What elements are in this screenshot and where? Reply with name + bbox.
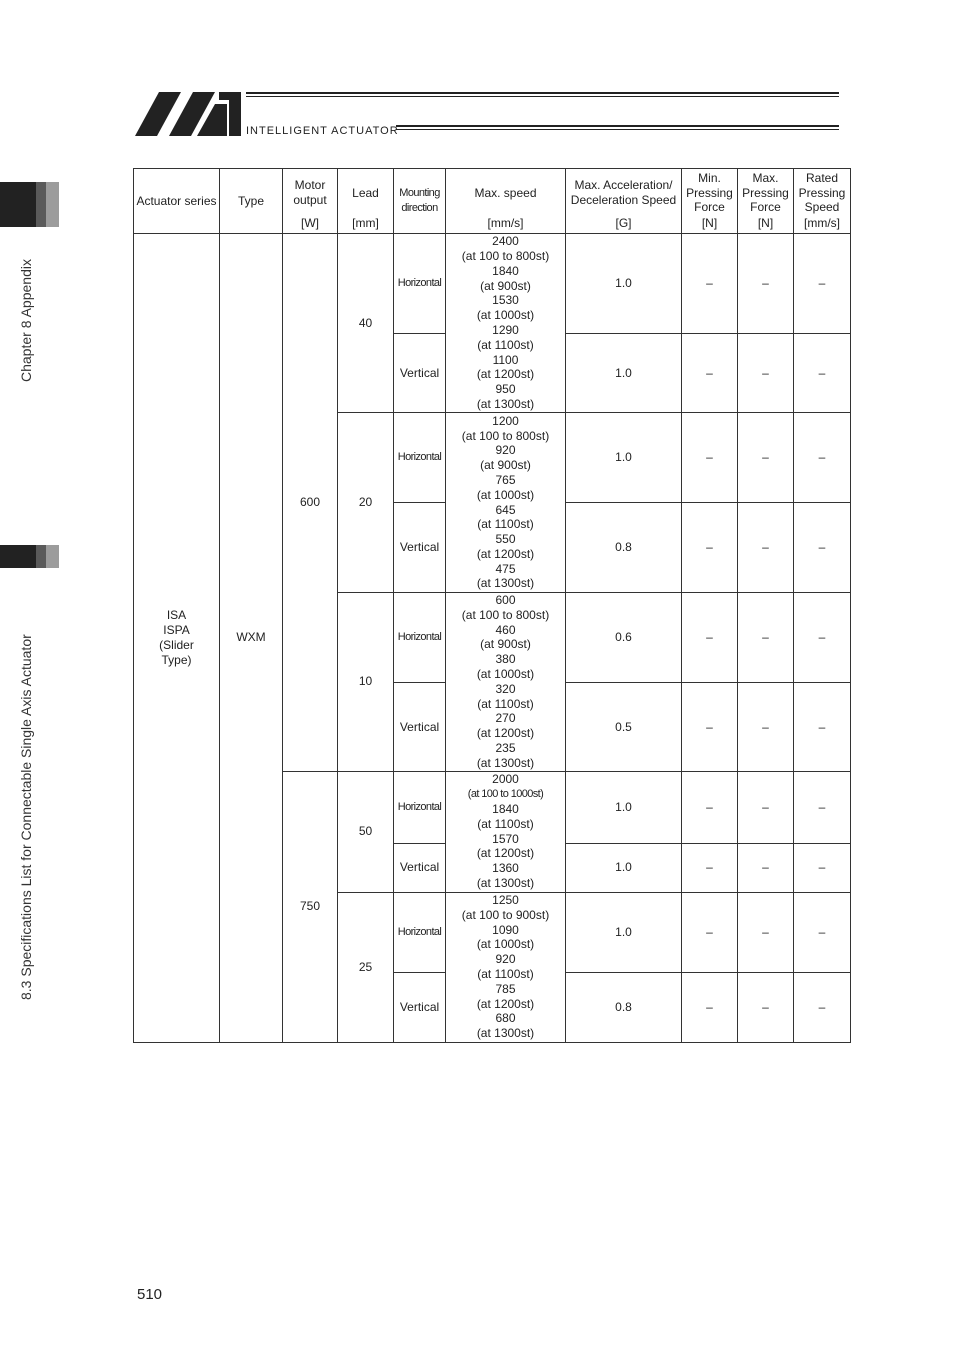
speed-cell bbox=[446, 593, 566, 772]
speed-line: (at 1100st) bbox=[477, 816, 534, 831]
series-line: Type) bbox=[161, 652, 192, 667]
mounting-cell: Horizontal bbox=[394, 413, 446, 503]
logo-text: INTELLIGENT ACTUATOR bbox=[246, 125, 399, 137]
mounting-cell: Horizontal bbox=[394, 771, 446, 843]
maxforce-cell: – bbox=[738, 413, 794, 503]
minforce-cell: – bbox=[682, 334, 738, 413]
accel-cell: 1.0 bbox=[566, 771, 682, 843]
section-tab-dark bbox=[0, 545, 36, 568]
speed-line: 1090 bbox=[492, 922, 519, 937]
speed-line: (at 1300st) bbox=[476, 755, 535, 770]
maxforce-cell: – bbox=[738, 843, 794, 892]
lead-cell: 25 bbox=[338, 892, 394, 1042]
speed-line: 1250 bbox=[492, 893, 519, 908]
speed-line: 2400 bbox=[492, 234, 519, 249]
speed-cell bbox=[446, 413, 566, 593]
mounting-cell: Vertical bbox=[394, 972, 446, 1042]
minforce-cell: – bbox=[682, 413, 738, 503]
table-row bbox=[134, 234, 851, 334]
speed-line: 1570 bbox=[492, 831, 519, 846]
speed-line: (at 1200st) bbox=[476, 726, 535, 741]
header-mounting: Mounting direction bbox=[394, 169, 446, 234]
chapter-tab-mid bbox=[36, 182, 46, 227]
speed-line: (at 1300st) bbox=[476, 576, 535, 591]
rated-cell: – bbox=[794, 972, 851, 1042]
header-accel-label: Max. Acceleration/ Deceleration Speed bbox=[570, 178, 677, 207]
mounting-cell: Horizontal bbox=[394, 892, 446, 972]
spec-table bbox=[133, 168, 851, 1043]
header-maxforce-label: Max. Pressing Force bbox=[742, 170, 789, 215]
motor-cell: 750 bbox=[283, 771, 338, 1042]
header-type: Type bbox=[220, 169, 283, 234]
speed-line: (at 1100st) bbox=[477, 967, 534, 982]
speed-line: (at 1300st) bbox=[476, 396, 535, 411]
speed-cell bbox=[446, 771, 566, 892]
speed-line: (at 1000st) bbox=[476, 937, 535, 952]
header-rule-bottom2 bbox=[396, 129, 839, 130]
accel-cell: 0.8 bbox=[566, 972, 682, 1042]
header-accel-unit: [G] bbox=[615, 216, 632, 231]
header-accel bbox=[566, 169, 682, 234]
speed-line: 1530 bbox=[492, 293, 519, 308]
maxforce-cell: – bbox=[738, 771, 794, 843]
header-maxforce-unit: [N] bbox=[757, 216, 774, 231]
speed-line: (at 100 to 1000st) bbox=[467, 788, 544, 801]
header-maxforce bbox=[738, 169, 794, 234]
speed-cell bbox=[446, 892, 566, 1042]
header-maxspeed-unit: [mm/s] bbox=[487, 216, 524, 231]
chapter-label: Chapter 8 Appendix bbox=[18, 259, 34, 382]
rated-cell: – bbox=[794, 593, 851, 683]
lead-cell: 40 bbox=[338, 234, 394, 413]
header-minforce-label: Min. Pressing Force bbox=[686, 170, 733, 215]
header-motor-label: Motor output bbox=[293, 178, 327, 207]
speed-line: 600 bbox=[495, 593, 516, 607]
rated-cell: – bbox=[794, 843, 851, 892]
speed-line: (at 1000st) bbox=[476, 308, 535, 323]
header-lead-unit: [mm] bbox=[352, 216, 379, 231]
type-cell: WXM bbox=[220, 234, 283, 1043]
accel-cell: 0.6 bbox=[566, 593, 682, 683]
speed-line: (at 1200st) bbox=[476, 546, 535, 561]
speed-line: (at 1300st) bbox=[476, 1026, 535, 1041]
header-rated bbox=[794, 169, 851, 234]
header-motor-unit: [W] bbox=[301, 216, 319, 231]
speed-line: 1840 bbox=[492, 801, 519, 816]
header-maxspeed-label: Max. speed bbox=[474, 185, 537, 200]
speed-line: (at 100 to 800st) bbox=[461, 607, 550, 622]
header-rule-top bbox=[246, 92, 839, 94]
speed-line: 475 bbox=[495, 561, 516, 576]
speed-line: (at 1100st) bbox=[477, 517, 534, 532]
chapter-tab-light bbox=[46, 182, 59, 227]
speed-line: 645 bbox=[495, 502, 516, 517]
mounting-cell: Vertical bbox=[394, 843, 446, 892]
maxforce-cell: – bbox=[738, 334, 794, 413]
accel-cell: 1.0 bbox=[566, 892, 682, 972]
header-rule-top2 bbox=[246, 96, 839, 97]
rated-cell: – bbox=[794, 234, 851, 334]
mounting-cell: Vertical bbox=[394, 334, 446, 413]
rated-cell: – bbox=[794, 892, 851, 972]
speed-line: (at 900st) bbox=[480, 458, 531, 473]
speed-line: 785 bbox=[495, 981, 516, 996]
speed-line: 1360 bbox=[492, 861, 519, 876]
speed-line: 680 bbox=[495, 1011, 516, 1026]
section-tab-light bbox=[46, 545, 59, 568]
motor-cell: 600 bbox=[283, 234, 338, 772]
lead-cell: 50 bbox=[338, 771, 394, 892]
header-minforce bbox=[682, 169, 738, 234]
minforce-cell: – bbox=[682, 972, 738, 1042]
rated-cell: – bbox=[794, 503, 851, 593]
accel-cell: 1.0 bbox=[566, 413, 682, 503]
iai-logo bbox=[135, 90, 245, 136]
series-line: ISA bbox=[166, 608, 187, 623]
minforce-cell: – bbox=[682, 892, 738, 972]
speed-cell bbox=[446, 234, 566, 413]
header-rated-unit: [mm/s] bbox=[804, 216, 840, 231]
speed-line: (at 100 to 900st) bbox=[461, 907, 550, 922]
rated-cell: – bbox=[794, 413, 851, 503]
minforce-cell: – bbox=[682, 593, 738, 683]
maxforce-cell: – bbox=[738, 593, 794, 683]
mounting-cell: Vertical bbox=[394, 683, 446, 771]
speed-line: 460 bbox=[495, 622, 516, 637]
header-lead-label: Lead bbox=[352, 185, 379, 200]
rated-cell: – bbox=[794, 771, 851, 843]
speed-line: (at 100 to 800st) bbox=[461, 249, 550, 264]
mounting-cell: Horizontal bbox=[394, 593, 446, 683]
speed-line: (at 1200st) bbox=[476, 367, 535, 382]
minforce-cell: – bbox=[682, 683, 738, 771]
header-minforce-unit: [N] bbox=[701, 216, 718, 231]
series-cell bbox=[134, 234, 220, 1043]
rated-cell: – bbox=[794, 683, 851, 771]
maxforce-cell: – bbox=[738, 972, 794, 1042]
speed-line: 1200 bbox=[492, 413, 519, 428]
section-label: 8.3 Specifications List for Connectable Single Axis Actuator bbox=[18, 634, 34, 1000]
header-lead bbox=[338, 169, 394, 234]
speed-line: 920 bbox=[495, 443, 516, 458]
accel-cell: 0.5 bbox=[566, 683, 682, 771]
minforce-cell: – bbox=[682, 843, 738, 892]
rated-cell: – bbox=[794, 334, 851, 413]
lead-cell: 20 bbox=[338, 413, 394, 593]
maxforce-cell: – bbox=[738, 503, 794, 593]
mounting-cell: Horizontal bbox=[394, 234, 446, 334]
header-rule-bottom bbox=[396, 125, 839, 127]
speed-line: 235 bbox=[495, 740, 516, 755]
mounting-cell: Vertical bbox=[394, 503, 446, 593]
speed-line: (at 1000st) bbox=[476, 666, 535, 681]
speed-line: (at 100 to 800st) bbox=[461, 428, 550, 443]
accel-cell: 1.0 bbox=[566, 843, 682, 892]
speed-line: 765 bbox=[495, 472, 516, 487]
series-line: ISPA bbox=[163, 622, 190, 637]
lead-cell: 10 bbox=[338, 593, 394, 772]
header-maxspeed bbox=[446, 169, 566, 234]
speed-line: 1840 bbox=[492, 263, 519, 278]
speed-line: (at 1100st) bbox=[477, 337, 534, 352]
speed-line: (at 1200st) bbox=[476, 846, 535, 861]
maxforce-cell: – bbox=[738, 683, 794, 771]
speed-line: (at 900st) bbox=[480, 278, 531, 293]
speed-line: 950 bbox=[495, 382, 516, 397]
speed-line: 550 bbox=[495, 532, 516, 547]
series-line: (Slider bbox=[159, 637, 194, 652]
header-row bbox=[134, 169, 851, 234]
speed-line: 320 bbox=[495, 681, 516, 696]
speed-line: 1290 bbox=[492, 323, 519, 337]
header-series: Actuator series bbox=[134, 169, 220, 234]
speed-line: (at 1300st) bbox=[476, 875, 535, 890]
accel-cell: 1.0 bbox=[566, 334, 682, 413]
speed-line: 1100 bbox=[492, 352, 519, 367]
speed-line: (at 1200st) bbox=[476, 996, 535, 1011]
speed-line: 2000 bbox=[492, 772, 519, 787]
accel-cell: 0.8 bbox=[566, 503, 682, 593]
maxforce-cell: – bbox=[738, 892, 794, 972]
maxforce-cell: – bbox=[738, 234, 794, 334]
accel-cell: 1.0 bbox=[566, 234, 682, 334]
section-tab-mid bbox=[36, 545, 46, 568]
speed-line: 920 bbox=[495, 952, 516, 967]
speed-line: 380 bbox=[495, 652, 516, 667]
speed-line: (at 1100st) bbox=[477, 696, 534, 711]
chapter-tab-dark bbox=[0, 182, 36, 227]
speed-line: (at 900st) bbox=[480, 637, 531, 652]
speed-line: (at 1000st) bbox=[476, 487, 535, 502]
minforce-cell: – bbox=[682, 771, 738, 843]
minforce-cell: – bbox=[682, 503, 738, 593]
page-number: 510 bbox=[137, 1286, 163, 1303]
header-rated-label: Rated Pressing Speed bbox=[798, 170, 846, 215]
minforce-cell: – bbox=[682, 234, 738, 334]
header-motor bbox=[283, 169, 338, 234]
speed-line: 270 bbox=[495, 711, 516, 726]
